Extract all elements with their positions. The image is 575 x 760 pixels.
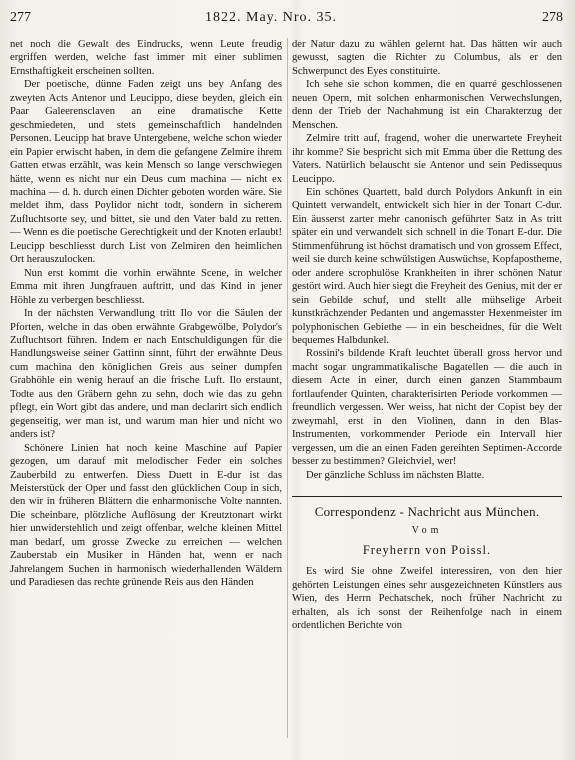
left-column <box>10 38 282 590</box>
paragraph: Es wird Sie ohne Zweifel interessiren, von den hier gehörten Leistungen eines sehr ausgezeichneten Künstlers aus Wien, des Herrn Pechatschek, noch früher Nachricht zu erhalten, als ich sonst der Reihenfolge nach in einem ordentlichen Berichte von <box>292 566 562 632</box>
paragraph: Ich sehe sie schon kommen, die en quarré geschlossenen neuen Opern, mit solchen enharmonischen Verwechslungen, denn der Trieb der Nachahmung ist ein Charakterzug der Menschen. <box>292 79 562 131</box>
right-column <box>292 38 562 633</box>
paragraph: Ein schönes Quartett, bald durch Polydors Ankunft in ein Quintett verwandelt, entwickelt sich hier in der Tonart C-dur. Ein äusserst zarter mehr canonisch geführter Satz in As tritt später ein und verwandelt sich schnell in die Tonart E-dur. Die Stimmenführung ist höchst dramatisch und von grossem Effect, weil sie durch keine schwülstigen Auswüchse, Kopfapostheme, oder andere scrophulöse Krankheiten in ihrer schönen Natur gestört wird. Auch hier siegt die Freyheit des Genius, mit der er sein Gebilde schuf, und stellt alle mühselige Arbeit kunstkrächzender Pedanten und angemasster Hexenmeister im polyphonischen Gebiethe — in ein bescheidnes, für die Welt bequemes Halbdunkel. <box>292 186 562 346</box>
running-title: 1822. May. Nro. 35. <box>205 10 338 25</box>
paragraph: Schönere Linien hat noch keine Maschine auf Papier gezogen, um darauf mit melodischer Feder ein solches Zauberbild zu entwerfen. Diess Duett in E-dur ist das Meisterstück der Oper und fasst den glücklichen Coup in sich, den wir in früheren Blättern die enharmonische Volte nannten. Die scheinbare, plötzliche Auflösung der Kreutztonart wirkt hier unwiderstehlich und zeigt offenbar, welche kleinen Mittel man bedarf, um grosse Zwecke zu erreichen — welchen Zauberstab ein Musiker in Händen hat, wenn er nach Jahrelangem Suchen in harmonisch wiederhallenden Wäldern und Paradiesen das rechte grünende Reis aus den Händen <box>10 442 282 589</box>
paragraph: net noch die Gewalt des Eindrucks, wenn Leute freudig ergriffen werden, welche fast immer mit einer sublimen Ernsthaftigkeit erscheinen sollten. <box>10 39 282 77</box>
column-gutter <box>287 38 288 738</box>
page-number-left: 277 <box>10 10 31 25</box>
section-rule <box>292 496 562 497</box>
paragraph: In der nächsten Verwandlung tritt Ilo vor die Säulen der Pforten, welche in das oben erwähnte Grabgewölbe, Polydor's Zufluchtsort führen. Indem er nach Entschuldigungen für die Handlungsweise seiner Gattinn sinnt, führt der erwähnte Deus cum machina den königlichen Greis aus seiner dumpfen Grabhöhle ein wenig herauf an die frische Luft. Ilo erstaunt, Todte aus den Gräbern gehn zu sehn, doch wie das zu gehn pflegt, ein Wort gibt das andere, und man declarirt sich endlich gegenseitig, wer man ist, und warum man hier und nicht wo anders ist? <box>10 308 282 441</box>
section-title: Correspondenz - Nachricht aus München. <box>314 503 540 519</box>
byline-author: Freyherrn von Poissl. <box>362 542 492 557</box>
page-number-right: 278 <box>542 10 563 25</box>
paragraph: Zelmire tritt auf, fragend, woher die unerwartete Freyheit ihr komme? Sie bespricht sich mit Emma über die Rettung des Vaters. Natürlich belauscht sie Antenor und sein Pedissequus Leucippo. <box>292 133 562 185</box>
paragraph: Nun erst kommt die vorhin erwähnte Scene, in welcher Emma mit ihren Jungfrauen auftritt, und das Kind in jener Höhle zu verbergen beschliesst. <box>10 267 282 306</box>
paragraph: Rossini's bildende Kraft leuchtet überall gross hervor und macht sogar ungrammatikalische Bagatellen — die auch in diesem Acte in einer, durch einen ganzen Stammbaum fortlaufender Quinten, charakterisirten Periode vorkommen — freundlich vergessen. Wer weiss, hat nicht der Copist bey der zweymahl, erst in den Violinen, dann in den Blas-Instrumenten, vorkommender Periode ein Intervall hier vergessen, um die an einen Faden gereihten Septimen-Accorde besser zu bestimmen? Gleichviel, wer! <box>292 348 562 468</box>
byline-prefix: Vom <box>411 525 443 537</box>
paragraph: der Natur dazu zu wählen gelernt hat. Das hätten wir auch gewusst, sagten die Richter zu Columbus, als er den Schwerpunct des Eyes constituirte. <box>292 39 562 77</box>
paragraph: Der poetische, dünne Faden zeigt uns bey Anfang des zweyten Acts Antenor und Leucippo, diese beyden, gleich ein Paar Galeerensclaven an eine dramatische Kette geschmiedeten, und stets gemeinschaftlich handelnden Personen. Leucipp hat brave Untergebene, welche schon wieder ein Papier erwischt haben, in dem die gefangene Zelmire ihrem Gatten etwas erzählt, was kein Mensch so lange verschwiegen hätte, wenn es nicht nur ein Deus cum machina — nicht ex machina — d. h. durch einen Dichter geboten worden wäre. Sie meldet ihm, dass Poylidor nicht todt, sondern in sicherem Zufluchtsorte sey, und bittet, sie und den Vater bald zu retten. — Wenn es die poetische Gerechtigkeit und der Knoten erlaubt! Leucipp beschliesst durch List von Zelmiren den heimlichen Ort herauszulocken. <box>10 79 282 266</box>
continuation-note: Der gänzliche Schluss im nächsten Blatte. <box>306 469 485 481</box>
